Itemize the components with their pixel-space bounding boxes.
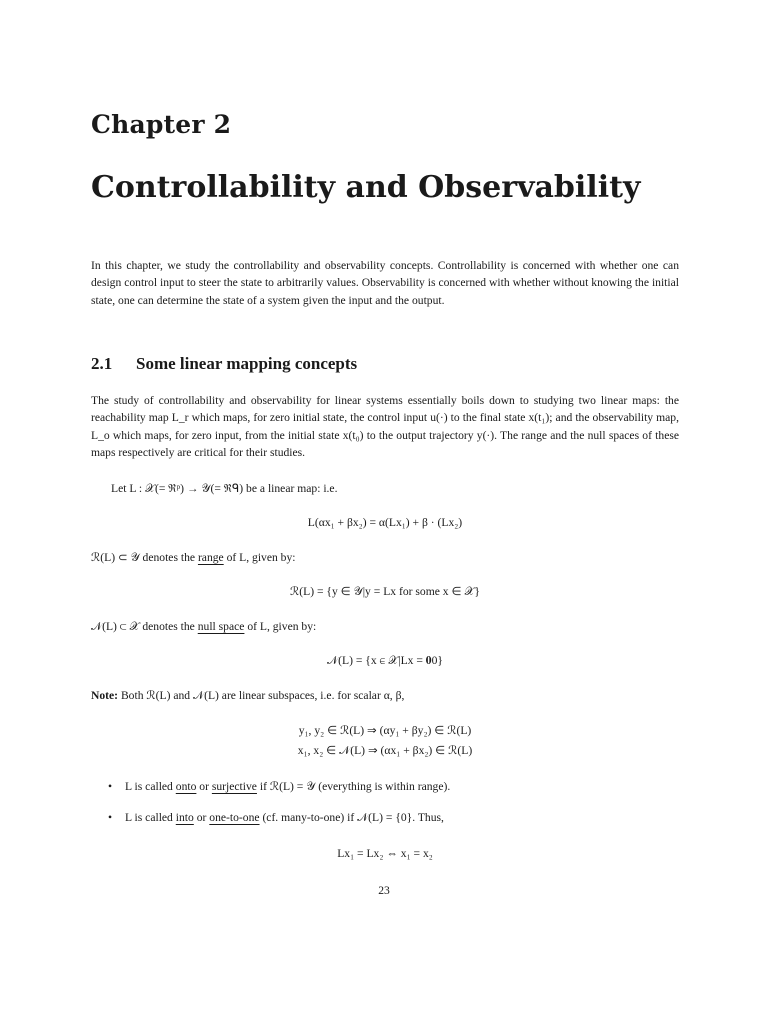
- bullet-dot-icon: •: [108, 811, 113, 824]
- bullet-onto: [108, 779, 450, 794]
- let-line: Let L : 𝒳(= ℜᵖ) → 𝒴(= ℜᑫ) be a linear map: i.e.: [111, 482, 338, 495]
- page-number: 23: [378, 884, 390, 897]
- section-heading: [91, 354, 357, 374]
- bullet-into-mid: or: [196, 811, 207, 824]
- range-term: range: [197, 551, 224, 564]
- bullet-dot-icon: •: [108, 780, 113, 793]
- bullet-onto-mid: or: [199, 780, 209, 793]
- section-number: 2.1: [91, 354, 113, 373]
- range-definition: [91, 550, 296, 565]
- null-lead: 𝒩(L) ⊂ 𝒳 denotes the: [91, 620, 195, 633]
- null-space-term: null space: [197, 620, 245, 633]
- section-paragraph: The study of controllability and observability for linear systems essentially boils down to studying two linear maps: the reachability map L_r which maps, for zero initial state, the control input u(·) to the final state x(t₁); and the observability map, L_o which maps, for zero input, from the initial state x(t₀) to the output trajectory y(·). The range and the null spaces of these maps respectively are critical for their studies.: [91, 394, 679, 460]
- bullet-onto-tail: if ℛ(L) = 𝒴 (everything is within range).: [259, 780, 451, 793]
- equation-subspace-range: y₁, y₂ ∈ ℛ(L) ⇒ (αy₁ + βy₂) ∈ ℛ(L): [298, 724, 472, 737]
- into-term: into: [175, 811, 194, 824]
- chapter-title: Controllability and Observability: [91, 170, 641, 205]
- onto-term: onto: [175, 780, 197, 793]
- bullet-into-lead: L is called: [125, 811, 173, 824]
- equation-injective: Lx₁ = Lx₂ ⇔ x₁ = x₂: [337, 847, 433, 860]
- note-label: Note:: [91, 689, 119, 702]
- note-text: Both ℛ(L) and 𝒩(L) are linear subspaces, i.e. for scalar α, β,: [120, 689, 405, 702]
- range-tail: of L, given by:: [226, 551, 296, 564]
- bullet-onto-lead: L is called: [125, 780, 173, 793]
- equation-range: ℛ(L) = {y ∈ 𝒴|y = Lx for some x ∈ 𝒳}: [290, 585, 480, 598]
- range-lead: ℛ(L) ⊂ 𝒴 denotes the: [91, 551, 196, 564]
- bullet-into: [108, 811, 444, 825]
- one-to-one-term: one-to-one: [209, 811, 260, 824]
- note-line: [91, 688, 404, 703]
- equation-linear: L(αx₁ + βx₂) = α(Lx₁) + β · (Lx₂): [307, 516, 463, 529]
- bullet-into-tail: (cf. many-to-one) if 𝒩(L) = {0}. Thus,: [262, 811, 444, 824]
- equation-null: 𝒩(L) = {x ∈ 𝒳|Lx = 𝟎0}: [327, 654, 443, 667]
- null-definition: [91, 620, 316, 634]
- surjective-term: surjective: [211, 780, 257, 793]
- null-tail: of L, given by:: [247, 620, 317, 633]
- section-title: Some linear mapping concepts: [136, 354, 358, 373]
- chapter-label: Chapter 2: [91, 110, 232, 139]
- equation-subspace-null: x₁, x₂ ∈ 𝒩(L) ⇒ (αx₁ + βx₂) ∈ ℛ(L): [297, 744, 473, 757]
- intro-paragraph: In this chapter, we study the controllability and observability concepts. Controllability is concerned with whether one can design control input to steer the state to arbitrarily values. Observability is concerned with whether without knowing the initial state, one can determine the state of a system given the input and the output.: [91, 259, 679, 307]
